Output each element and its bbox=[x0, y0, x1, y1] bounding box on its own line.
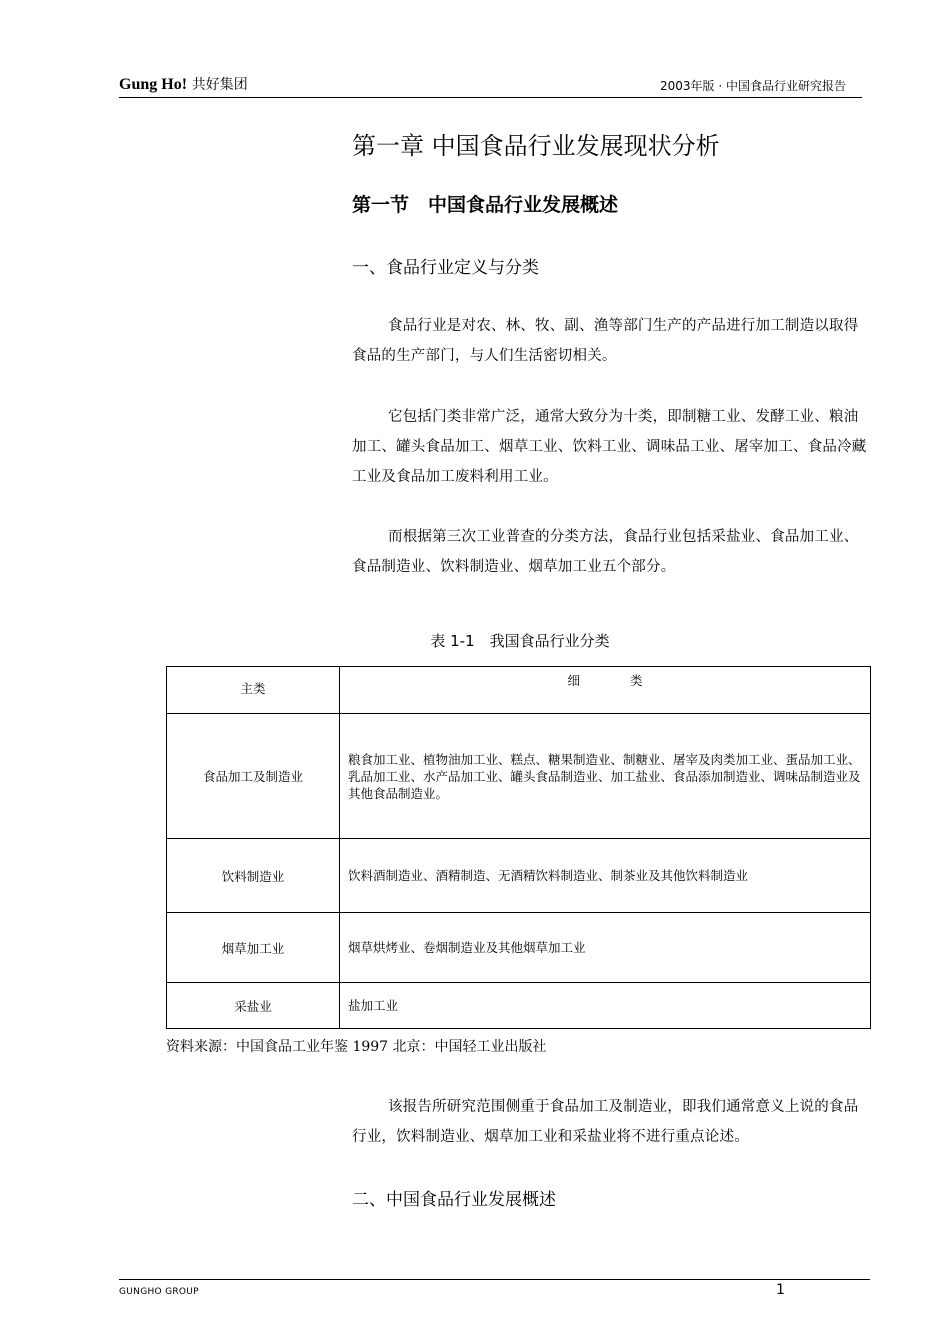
header-detail-category: 细 类 bbox=[340, 667, 871, 714]
paragraph-text: 食品行业是对农、林、牧、副、渔等部门生产的产品进行加工制造以取得食品的生产部门，与人们生活密切相关。 bbox=[352, 318, 859, 364]
paragraph bbox=[352, 311, 872, 371]
paragraph-text: 该报告所研究范围侧重于食品加工及制造业，即我们通常意义上说的食品行业，饮料制造业、烟草加工业和采盐业将不进行重点论述。 bbox=[352, 1099, 859, 1145]
brand-name-cn: 共好集团 bbox=[191, 77, 248, 93]
detail-category-cell: 饮料酒制造业、酒精制造、无酒精饮料制造业、制茶业及其他饮料制造业 bbox=[340, 839, 871, 913]
chapter-title: 第一章 中国食品行业发展现状分析 bbox=[352, 132, 720, 160]
header-main-category: 主类 bbox=[167, 667, 340, 714]
table-header-row bbox=[167, 667, 871, 714]
main-category-cell: 食品加工及制造业 bbox=[167, 714, 340, 839]
paragraph-text: 而根据第三次工业普查的分类方法，食品行业包括采盐业、食品加工业、食品制造业、饮料制造业、烟草加工业五个部分。 bbox=[352, 529, 859, 575]
subsection-title: 一、食品行业定义与分类 bbox=[352, 258, 539, 278]
paragraph-text: 它包括门类非常广泛，通常大致分为十类，即制糖工业、发酵工业、粮油加工、罐头食品加工、烟草工业、饮料工业、调味品工业、屠宰加工、食品冷藏工业及食品加工废料利用工业。 bbox=[352, 409, 867, 485]
paragraph bbox=[352, 522, 872, 582]
report-title: 2003年版 · 中国食品行业研究报告 bbox=[660, 79, 846, 93]
table-source: 资料来源：中国食品工业年鉴 1997 北京：中国轻工业出版社 bbox=[166, 1039, 547, 1055]
paragraph bbox=[352, 402, 872, 492]
footer-divider bbox=[119, 1279, 870, 1280]
paragraph bbox=[352, 1092, 872, 1152]
detail-category-cell: 盐加工业 bbox=[340, 983, 871, 1029]
table-row bbox=[167, 839, 871, 913]
header-brand bbox=[119, 74, 248, 94]
table-caption: 表 1-1 我国食品行业分类 bbox=[430, 632, 610, 650]
table-row bbox=[167, 913, 871, 983]
section-title: 第一节 中国食品行业发展概述 bbox=[352, 194, 619, 216]
brand-name: Gung Ho! bbox=[119, 76, 188, 93]
main-category-cell: 采盐业 bbox=[167, 983, 340, 1029]
footer-company: GUNGHO GROUP bbox=[119, 1287, 199, 1297]
header-divider bbox=[119, 97, 862, 98]
detail-category-cell: 烟草烘烤业、卷烟制造业及其他烟草加工业 bbox=[340, 913, 871, 983]
detail-category-cell: 粮食加工业、植物油加工业、糕点、糖果制造业、制糖业、屠宰及肉类加工业、蛋品加工业、乳品加工业、水产品加工业、罐头食品制造业、加工盐业、食品添加制造业、调味品制造业及其他食品制造业。 bbox=[340, 714, 871, 839]
main-category-cell: 饮料制造业 bbox=[167, 839, 340, 913]
classification-table bbox=[166, 666, 871, 1029]
main-category-cell: 烟草加工业 bbox=[167, 913, 340, 983]
page-number: 1 bbox=[776, 1282, 785, 1298]
subsection-title: 二、中国食品行业发展概述 bbox=[352, 1190, 556, 1210]
table-row bbox=[167, 714, 871, 839]
table-row bbox=[167, 983, 871, 1029]
